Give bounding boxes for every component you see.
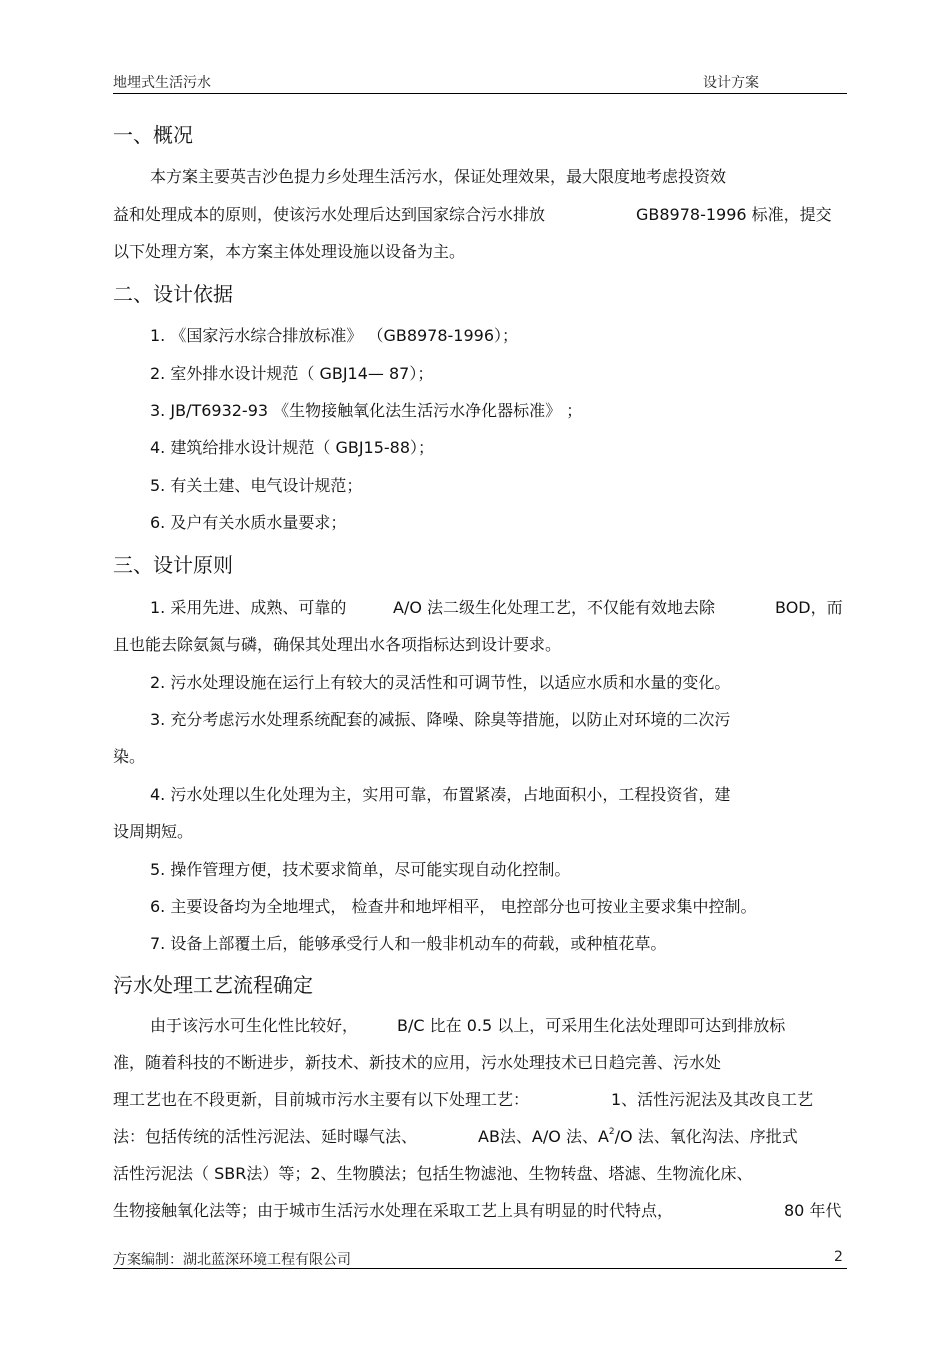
process-line-6-part-a: 生物接触氧化法等；由于城市生活污水处理在采取工艺上具有明显的时代特点，: [113, 1201, 674, 1220]
process-line-2: 准，随着科技的不断进步，新技术、新技术的应用，污水处理技术已日趋完善、污水处: [113, 1053, 722, 1072]
basis-item-5: 5. 有关土建、电气设计规范；: [150, 476, 363, 495]
principle-7: 7. 设备上部覆土后，能够承受行人和一般非机动车的荷载，或种植花草。: [150, 934, 667, 953]
overview-line-3: 以下处理方案，本方案主体处理设施以设备为主。: [113, 242, 466, 261]
principle-1-part-a: 1. 采用先进、成熟、可靠的: [150, 598, 347, 617]
header-rule: [113, 93, 847, 94]
process-line-4-part-a: 法：包括传统的活性污泥法、延时曝气法、: [113, 1127, 418, 1146]
principle-6: 6. 主要设备均为全地埋式， 检查井和地坪相平， 电控部分也可按业主要求集中控制。: [150, 897, 757, 916]
header-left: 地埋式生活污水: [113, 75, 211, 91]
section-heading-overview: 一、概况: [113, 123, 193, 147]
process-line-1-part-a: 由于该污水可生化性比较好，: [150, 1016, 359, 1035]
principle-1-part-c: BOD，而: [775, 598, 843, 617]
overview-line-2-standard: GB8978-1996 标准，提交: [636, 205, 832, 224]
principle-3: 3. 充分考虑污水处理系统配套的减振、降噪、除臭等措施，以防止对环境的二次污: [150, 710, 731, 729]
footer-left: 方案编制：湖北蓝深环境工程有限公司: [113, 1252, 351, 1268]
principle-4: 4. 污水处理以生化处理为主，实用可靠，布置紧凑，占地面积小，工程投资省，建: [150, 785, 731, 804]
basis-item-3: 3. JB/T6932-93 《生物接触氧化法生活污水净化器标准》 ；: [150, 401, 583, 420]
principle-5: 5. 操作管理方便，技术要求简单，尽可能实现自动化控制。: [150, 860, 571, 879]
principle-4-line-2: 设周期短。: [113, 822, 194, 841]
section-heading-process: 污水处理工艺流程确定: [113, 973, 313, 997]
process-line-5: 活性污泥法（ SBR法）等；2、生物膜法；包括生物滤池、生物转盘、塔滤、生物流化床、: [113, 1164, 753, 1183]
basis-item-4: 4. 建筑给排水设计规范（ GBJ15-88）；: [150, 438, 435, 457]
process-line-3-part-a: 理工艺也在不段更新，目前城市污水主要有以下处理工艺：: [113, 1090, 530, 1109]
basis-item-6: 6. 及户有关水质水量要求；: [150, 513, 347, 532]
section-heading-basis: 二、设计依据: [113, 282, 233, 306]
process-methods-text-2: /O 法、氧化沟法、序批式: [614, 1127, 798, 1146]
process-line-1-part-b: B/C 比在 0.5 以上，可采用生化法处理即可达到排放标: [397, 1016, 786, 1035]
overview-line-2: 益和处理成本的原则，使该污水处理后达到国家综合污水排放: [113, 205, 546, 224]
process-line-4-part-b: [478, 1124, 798, 1147]
principle-3-line-2: 染。: [113, 747, 146, 766]
principle-1-part-b: A/O 法二级生化处理工艺，不仅能有效地去除: [393, 598, 716, 617]
process-methods-text: AB法、A/O 法、A: [478, 1127, 609, 1146]
basis-item-2: 2. 室外排水设计规范（ GBJ14— 87）；: [150, 364, 434, 383]
principle-2: 2. 污水处理设施在运行上有较大的灵活性和可调节性，以适应水质和水量的变化。: [150, 673, 731, 692]
basis-item-1: 1. 《国家污水综合排放标准》 （GB8978-1996）；: [150, 326, 519, 345]
superscript-2: 2: [608, 1127, 615, 1137]
principle-1-line-2: 且也能去除氨氮与磷，确保其处理出水各项指标达到设计要求。: [113, 635, 562, 654]
process-line-6-part-b: 80 年代: [784, 1201, 842, 1220]
header-right: 设计方案: [703, 75, 759, 91]
section-heading-principles: 三、设计原则: [113, 553, 233, 577]
process-line-3-part-b: 1、活性污泥法及其改良工艺: [611, 1090, 814, 1109]
page-number: 2: [834, 1249, 843, 1265]
overview-line-1: 本方案主要英吉沙色提力乡处理生活污水，保证处理效果，最大限度地考虑投资效: [150, 167, 727, 186]
